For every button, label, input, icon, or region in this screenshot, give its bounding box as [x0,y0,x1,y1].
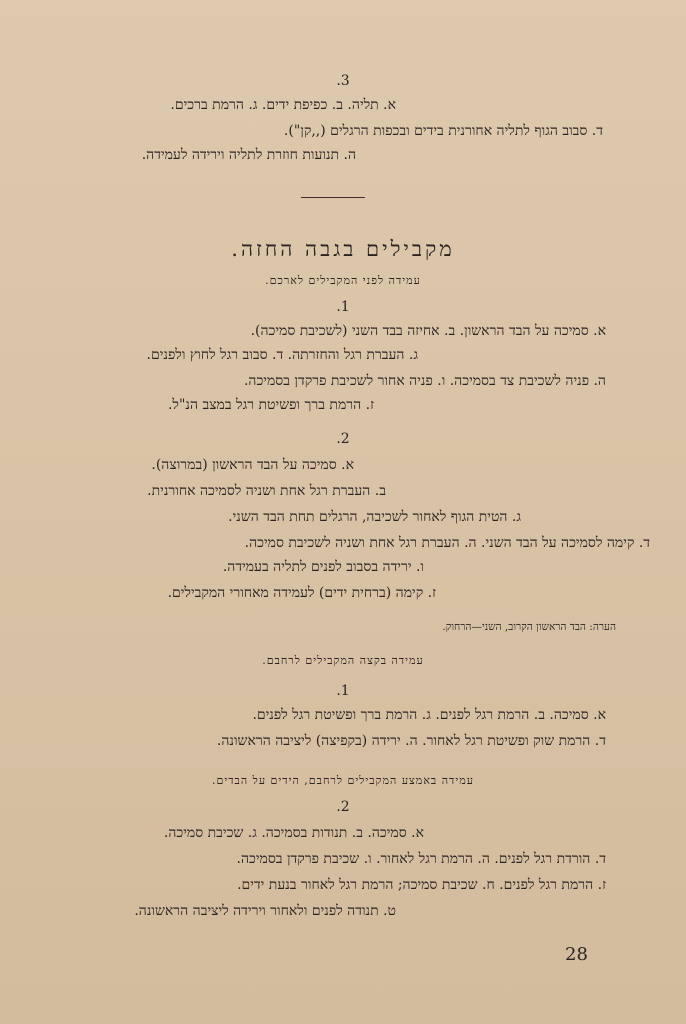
exercise-number: 2. [336,431,350,447]
text-line: ז. הרמת ברך ופשיטת רגל במצב הנ"ל. [167,397,374,413]
section-subtitle: עמידה באמצע המקבילים לרחבם, הידים על הבדים. [212,774,474,787]
text-line: ב. העברת רגל אחת ושניה לסמיכה אחורנית. [147,483,386,499]
text-line: ד. הורדת רגל לפנים. ה. הרמת רגל לאחור. ו. שכיבת פרקדן בסמיכה. [236,851,606,867]
page-number: 28 [565,944,588,965]
text-line: ג. הטית הגוף לאחור לשכיבה, הרגלים תחת הבד השני. [228,509,521,525]
section-subtitle: עמידה בקצה המקבילים לרחבם. [262,654,424,667]
section-subtitle: עמידה לפני המקבילים לארכם. [265,274,421,287]
text-line: ה. תנועות חוזרת לתליה וירידה לעמידה. [141,147,356,163]
exercise-number: 1. [336,299,350,315]
text-line: א. סמיכה על הבד הראשון. ב. אחיזה בבד השני (לשכיבת סמיכה). [250,323,606,339]
text-line: א. סמיכה. ב. תנודות בסמיכה. ג. שכיבת סמיכה. [163,825,424,841]
text-line: ז. הרמת רגל לפנים. ח. שכיבת סמיכה; הרמת רגל לאחור בנעת ידים. [237,877,606,893]
section-number: 3. [336,73,350,89]
text-line: ד. הרמת שוק ופשיטת רגל לאחור. ה. ירידה (בקפיצה) ליציבה הראשונה. [216,733,606,749]
note-text: הערה: הבד הראשון הקרוב, השני—הרחוק. [442,621,616,633]
text-line: א. סמיכה. ב. הרמת רגל לפנים. ג. הרמת ברך ופשיטת רגל לפנים. [252,707,606,723]
text-line: א. תליה. ב. כפיפת ידים. ג. הרמת ברכים. [170,97,396,113]
separator-rule [301,197,365,198]
text-line: ד. קימה לסמיכה על הבד השני. ה. העברת רגל אחת ושניה לשכיבת סמיכה. [244,535,650,551]
text-line: א. סמיכה על הבד הראשון (במרוצה). [151,457,354,473]
exercise-number: 1. [336,683,350,699]
text-line: ו. ירידה בסבוב לפנים לתליה בעמידה. [222,559,424,575]
exercise-number: 2. [336,799,350,815]
text-line: ג. העברת רגל והחזרתה. ד. סבוב רגל לחוץ ולפנים. [146,347,418,363]
text-line: ז. קימה (ברחית ידים) לעמידה מאחורי המקבילים. [167,585,436,601]
page-title: מקבילים בגבה החזה. [231,237,455,261]
text-line: ד. סבוב הגוף לתליה אחורנית בידים ובכפות הרגלים (,,קן"). [283,123,603,139]
text-line: ה. פניה לשכיבת צד בסמיכה. ו. פניה אחור לשכיבת פרקדן בסמיכה. [243,373,606,389]
text-line: ט. תנודה לפנים ולאחור וירידה ליציבה הראשונה. [134,903,396,919]
